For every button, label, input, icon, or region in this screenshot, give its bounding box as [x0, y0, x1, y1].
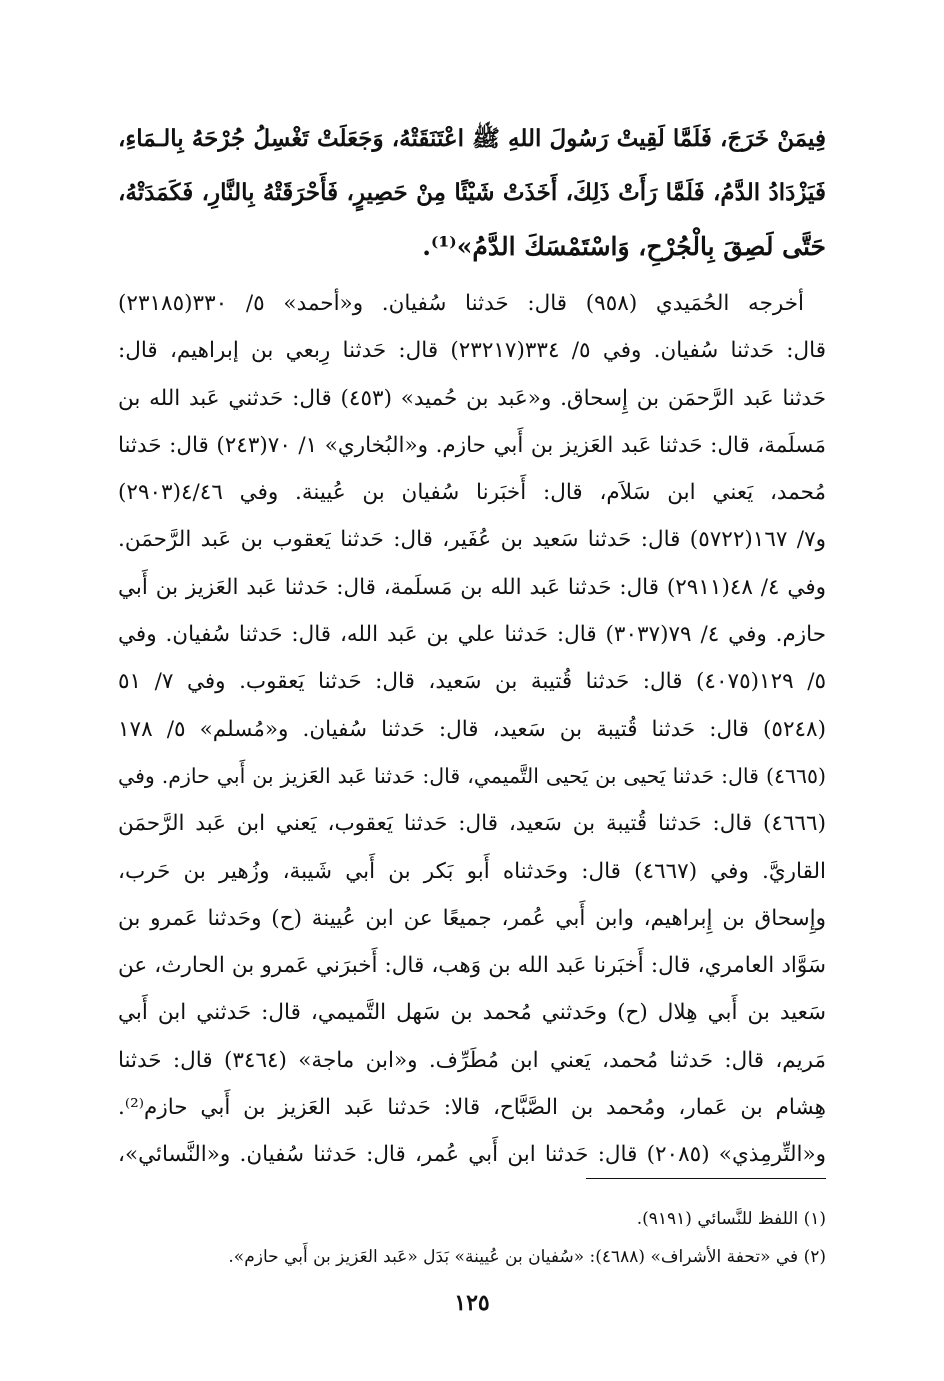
takhrij-line: ٥/ ١٢٩(٤٠٧٥) قال: حَدثنا قُتيبة بن سَعيد، قال: حَدثنا يَعقوب. وفي ٧/ ٥١	[118, 669, 826, 695]
hadith-line: حَتَّى لَصِقَ بِالْجُرْحِ، وَاسْتَمْسَكَ الدَّمُ»⁽¹⁾.	[422, 232, 826, 261]
takhrij-line: مَسلَمة، قال: حَدثنا عَبد العَزيز بن أَبي حازم. و«البُخاري» ١/ ٧٠(٢٤٣) قال: حَدثنا	[118, 432, 826, 458]
footnote-1: (١) اللفظ للنَّسائي (٩١٩١).	[636, 1209, 826, 1229]
takhrij-line: حازم. وفي ٤/ ٧٩(٣٠٣٧) قال: حَدثنا علي بن عَبد الله، قال: حَدثنا سُفيان. وفي	[118, 622, 826, 648]
takhrij-line: وإِسحاق بن إِبراهيم، وابن أَبي عُمر، جميعًا عن ابن عُيينة (ح) وحَدثنا عَمرو بن	[118, 905, 826, 931]
takhrij-paragraph	[118, 280, 826, 1179]
takhrij-line: و٧/ ١٦٧(٥٧٢٢) قال: حَدثنا سَعيد بن عُفَير، قال: حَدثنا يَعقوب بن عَبد الرَّحمَن.	[118, 527, 826, 553]
takhrij-line: مَريم، قال: حَدثنا مُحمد، يَعني ابن مُطَرِّف. و«ابن ماجة» (٣٤٦٤) قال: حَدثنا	[118, 1047, 826, 1073]
takhrij-line: هِشام بن عَمار، ومُحمد بن الصَّبَّاح، قالا: حَدثنا عَبد العَزيز بن أَبي حازم⁽²⁾.	[118, 1095, 826, 1121]
takhrij-line: القاريَّ. وفي (٤٦٦٧) قال: وحَدثناه أَبو بَكر بن أَبي شَيبة، وزُهير بن حَرب،	[118, 858, 826, 884]
hadith-text	[118, 112, 826, 274]
page-body	[118, 112, 826, 1179]
footnote-separator	[586, 1178, 826, 1179]
takhrij-line: حَدثنا عَبد الرَّحمَن بن إِسحاق. و«عَبد بن حُميد» (٤٥٣) قال: حَدثني عَبد الله بن	[118, 385, 826, 411]
takhrij-line: وفي ٤/ ٤٨(٢٩١١) قال: حَدثنا عَبد الله بن مَسلَمة، قال: حَدثنا عَبد العَزيز بن أَبي	[118, 574, 826, 600]
footnotes	[118, 1200, 826, 1276]
takhrij-line: (٥٢٤٨) قال: حَدثنا قُتيبة بن سَعيد، قال: حَدثنا سُفيان. و«مُسلم» ٥/ ١٧٨	[118, 716, 826, 742]
takhrij-line: سَوَّاد العامري، قال: أَخبَرنا عَبد الله بن وَهب، قال: أَخبرَني عَمرو بن الحارث، عن	[118, 953, 826, 979]
takhrij-line: و«التِّرمِذي» (٢٠٨٥) قال: حَدثنا ابن أَبي عُمر، قال: حَدثنا سُفيان. و«النَّسائي»،	[118, 1142, 826, 1168]
footnote-2: (٢) في «تحفة الأشراف» (٤٦٨٨): «سُفيان بن عُيينة» بَدَل «عَبد العَزيز بن أَبي حازم».	[228, 1247, 826, 1267]
takhrij-line: (٤٦٦٦) قال: حَدثنا قُتيبة بن سَعيد، قال: حَدثنا يَعقوب، يَعني ابن عَبد الرَّحمَن	[118, 811, 826, 837]
hadith-line: فِيمَنْ خَرَجَ، فَلَمَّا لَقِيتْ رَسُولَ اللهِ ﷺ اعْتَنَقَتْهُ، وَجَعَلَتْ تَغْسِلُ جُرْحَهُ بِالـمَاءِ،	[118, 125, 826, 152]
page-number: ١٢٥	[454, 1290, 490, 1316]
hadith-line: فَيَزْدَادُ الدَّمُ، فَلَمَّا رَأَتْ ذَلِكَ، أَخَذَتْ شَيْئًا مِنْ حَصِيرٍ، فَأَحْرَقَتْهُ بِالنَّارِ، فَكَمَدَتْهُ،	[118, 179, 826, 206]
takhrij-line: (٤٦٦٥) قال: حَدثنا يَحيى بن يَحيى التَّميمي، قال: حَدثنا عَبد العَزيز بن أَبي حازم. وفي	[118, 763, 826, 788]
takhrij-line: سَعيد بن أَبي هِلال (ح) وحَدثني مُحمد بن سَهل التَّميمي، قال: حَدثني ابن أَبي	[118, 1000, 826, 1026]
takhrij-line: قال: حَدثنا سُفيان. وفي ٥/ ٣٣٤(٢٣٢١٧) قال: حَدثنا رِبعي بن إبراهيم، قال:	[118, 338, 826, 364]
takhrij-line: مُحمد، يَعني ابن سَلاَم، قال: أَخبَرنا سُفيان بن عُيينة. وفي ٤/٤٦(٢٩٠٣)	[118, 480, 826, 506]
takhrij-line: أخرجه الحُمَيدي (٩٥٨) قال: حَدثنا سُفيان. و«أحمد» ٥/ ٣٣٠(٢٣١٨٥)	[118, 291, 804, 316]
